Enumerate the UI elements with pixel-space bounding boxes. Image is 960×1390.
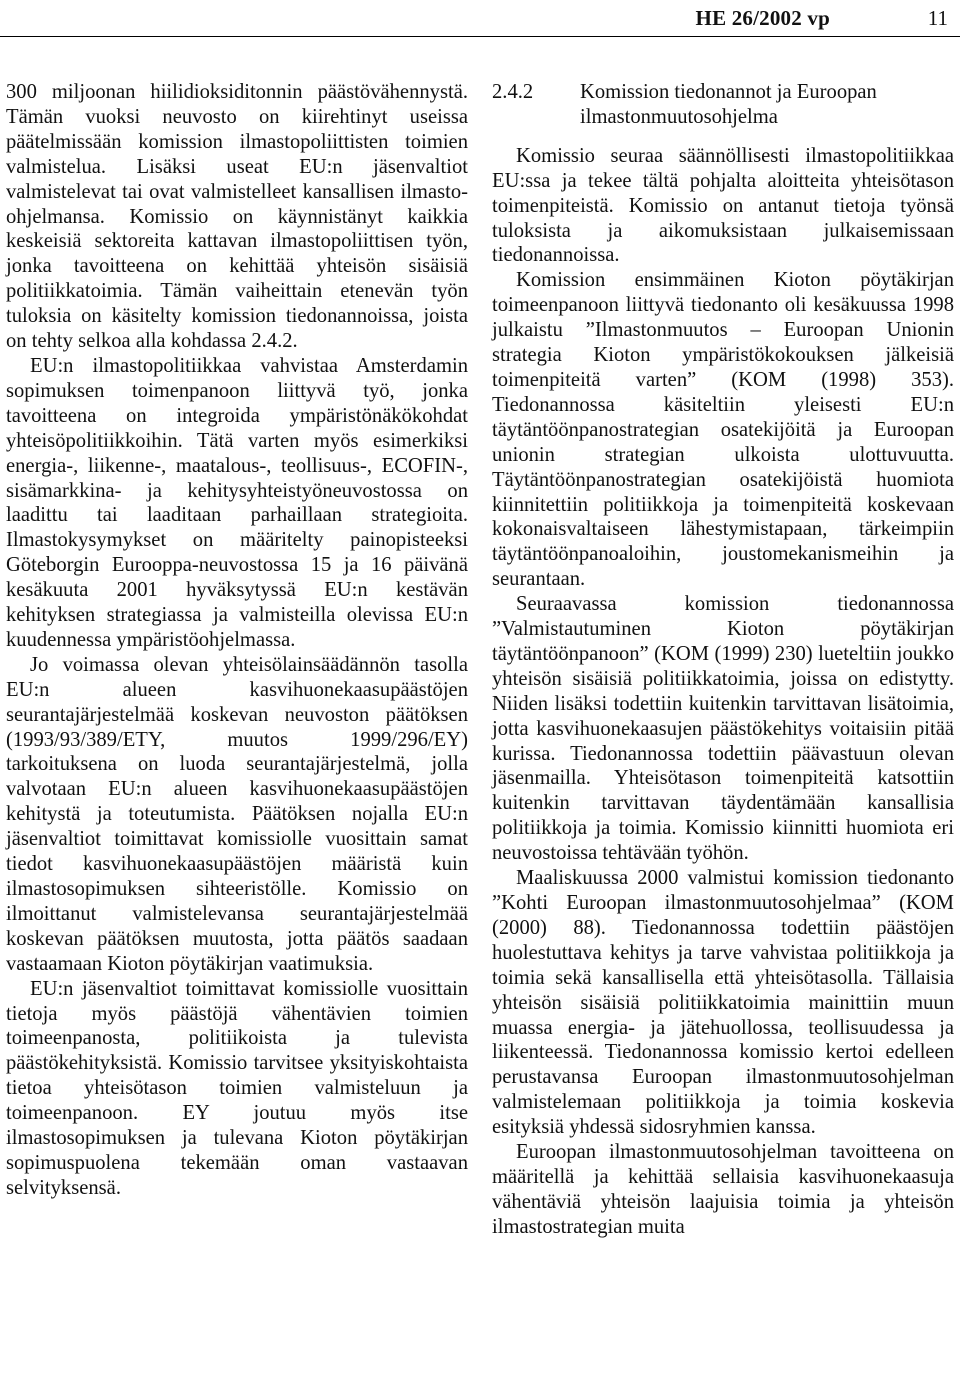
section-title: Komission tiedonannot ja Euroopan ilmastonmuutosohjelma bbox=[580, 81, 877, 128]
paragraph: Jo voimassa olevan yhteisölainsäädännön tasolla EU:n alueen kasvihuonekaasupäästöjen seurantajärjestelmää koskevan neuvoston päätöksen (1993/93/389/ETY, muutos 1999/296/EY) tarkoituksena on luoda seurantajärjestelmä, jolla valvotaan EU:n alueen kasvihuonekaasupäästöjen kehitystä ja toteutumista. Päätöksen nojalla EU:n jäsenvaltiot toimittavat komissiolle vuosittain samat tiedot kasvihuonekaasupäästöjen määristä kuin ilmastosopimuksen sihteeristölle. Komissio on ilmoittanut valmistelevansa seurantajärjestelmää koskevan päätöksen muutosta, jotta päätös saadaan vastaamaan Kioton pöytäkirjan vaatimuksia. bbox=[6, 653, 468, 975]
paragraph: 300 miljoonan hiilidioksiditonnin päästövähennystä. Tämän vuoksi neuvosto on kiirehtinyt useissa päätelmissään komission ilmastopoliittisten toimien valmistelua. Lisäksi useat EU:n jäsenvaltiot valmistelevat tai ovat valmistelleet kansallisen ilmasto-ohjelmansa. Komissio on käynnistänyt kaikkia keskeisiä sektoreita kattavan ilmastopoliittisen työn, jonka tavoitteena on kehittää yhteisön sisäisiä politiikkatoimia. Tämän vaiheittain etenevän työn tuloksia on käsitelty komission tiedonannoissa, joista on tehty selkoa alla kohdassa 2.4.2. bbox=[6, 81, 468, 353]
paragraph: Euroopan ilmastonmuutosohjelman tavoitteena on määritellä ja kehittää sellaisia kasvihuonekaasuja vähentäviä yhteisön laajuisia toimia ja yhteisön ilmastostrategian muita bbox=[492, 1141, 954, 1238]
left-column bbox=[6, 80, 468, 1201]
paragraph: EU:n ilmastopolitiikkaa vahvistaa Amsterdamin sopimuksen toimenpanoon liittyvä työ, jonka tavoitteena on integroida ympäristönäkökohdat yhteisöpolitiikkoihin. Tätä varten myös esimerkiksi energia-, liikenne-, maatalous-, teollisuus-, ECOFIN-, sisämarkkina- ja kehitysyhteistyöneuvostossa on laadittu tai laaditaan parhaillaan strategioita. Ilmastokysymykset on määritelty painopisteeksi Göteborgin Eurooppa-neuvostossa 15 ja 16 päivänä kesäkuuta 2001 hyväksytyssä EU:n kestävän kehityksen strategiassa ja valmisteilla olevissa EU:n kuudennessa ympäristöohjelmassa. bbox=[6, 354, 468, 651]
paragraph: EU:n jäsenvaltiot toimittavat komissiolle vuosittain tietoja myös päästöjä vähentävien toimien toimeenpanosta, politiikoista ja tulevista päästökehityksistä. Komissio tarvitsee yksityiskohtaista tietoa yhteisötason toimien valmisteluun ja toimeenpanoon. EY joutuu myös itse ilmastosopimuksen ja tulevana Kioton pöytäkirjan sopimuspuolena tekemään oman vastaavan selvityksensä. bbox=[6, 977, 468, 1199]
paragraph: Komission ensimmäinen Kioton pöytäkirjan toimeenpanoon liittyvä tiedonanto oli kesäkuussa 1998 julkaistu ”Ilmastonmuutos – Euroopan Unionin strategia Kioton ympäristökokouksen jälkeisiä toimenpiteitä varten” (KOM (1998) 353). Tiedonannossa käsiteltiin yleisesti EU:n täytäntöönpanostrategian osatekijöitä ja Euroopan unionin strategian ulkoista ulottuvuutta. Täytäntöönpanostrategian osatekijöistä huomiota kiinnitettiin politiikkoja ja toimenpiteitä koskevaan kokonaisvaltaiseen lähestymistapaan, tärkeimpiin täytäntöönpanoaloihin, joustomekanismeihin ja seurantaan. bbox=[492, 269, 954, 591]
paragraph: Maaliskuussa 2000 valmistui komission tiedonanto ”Kohti Euroopan ilmastonmuutosohjelmaa” (KOM (2000) 88). Tiedonannossa todettiin päästöjen huolestuttava kehitys ja tarve vahvistaa politiikkoja ja toimia sekä kansallisella että yhteisötasolla. Tällaisia yhteisön sisäisiä politiikkatoimia mainittiin muun muassa energia- ja jätehuollossa, teollisuudessa ja liikenteessä. Tiedonannossa komissio kertoi edelleen perustavansa Euroopan ilmastonmuutosohjelman valmistelemaan politiikkoja ja toimia koskevia esityksiä yhdessä sidosryhmien kanssa. bbox=[492, 867, 954, 1139]
paragraph: Seuraavassa komission tiedonannossa ”Valmistautuminen Kioton pöytäkirjan täytäntöönpanoon” (KOM (1999) 230) lueteltiin joukko yhteisön sisäisiä politiikkatoimia, joissa on edistytty. Niiden lisäksi todettiin kuitenkin tarvittavan lisätoimia, jotta kasvihuonekaasujen päästökehitys voitaisiin pitää kurissa. Tiedonannossa todettiin päävastuun olevan jäsenmailla. Yhteisötason toimenpiteitä katsottiin kuitenkin tarvittavan täydentämään kansallisia politiikkoja ja toimia. Komissio kiinnitti huomiota eri neuvostoissa tehtävään työhön. bbox=[492, 593, 954, 865]
page-header bbox=[0, 0, 960, 42]
page-number: 11 bbox=[927, 6, 948, 30]
section-heading bbox=[492, 80, 954, 130]
document-id: HE 26/2002 vp bbox=[695, 6, 830, 30]
header-rule bbox=[0, 36, 960, 37]
right-column bbox=[492, 80, 954, 1240]
paragraph: Komissio seuraa säännöllisesti ilmastopolitiikkaa EU:ssa ja tekee tältä pohjalta aloitteita yhteisötason toimenpiteistä. Komissio on antanut tietoja työnsä tuloksista ja aikomuksistaan julkaisemissaan tiedonannoissa. bbox=[492, 144, 954, 267]
section-number: 2.4.2 bbox=[492, 81, 534, 103]
